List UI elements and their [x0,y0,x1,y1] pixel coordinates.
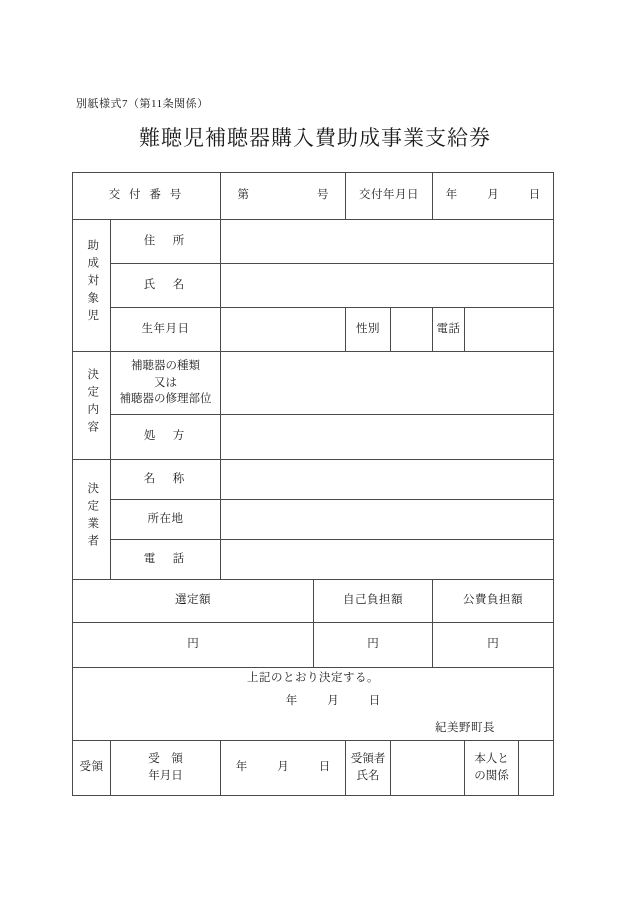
receipt-date-value-cell[interactable] [221,741,346,796]
vendor-address-label-cell [111,500,221,540]
child-name-value[interactable] [221,264,554,308]
device-type-label-line3: 補聴器の修理部位 [119,393,212,406]
receiver-name-label-cell [346,741,391,796]
table-row-vendor-address [73,500,554,540]
child-gender-label: 性別 [356,322,380,335]
prescription-label: 処 方 [143,430,188,443]
decision-statement-cell [73,668,554,741]
receiver-name-label-line1: 受領者 [350,752,386,765]
receipt-label: 受領 [79,761,104,774]
vendor-section-side-label-cell [73,460,111,580]
issue-number-label-cell [73,173,221,220]
child-address-label-cell [111,220,221,264]
issue-date-value-cell[interactable] [433,173,554,220]
table-row-amount-values [73,623,554,668]
vendor-section-side-label: 決定業者 [86,481,99,552]
device-type-label-line2: 又は [154,376,177,389]
relation-label-line2: の関係 [474,770,509,782]
receiver-name-label-line2: 氏名 [356,770,380,782]
receiver-name-value[interactable] [391,741,465,796]
issue-date-label-cell [346,173,433,220]
vendor-name-value[interactable] [221,460,554,500]
decision-statement-date[interactable]: 年 月 日 [285,694,381,707]
child-section-side-label-cell [73,220,111,352]
vendor-phone-label-cell [111,540,221,580]
child-address-value[interactable] [221,220,554,264]
issue-number-prefix: 第 号 [237,189,329,202]
receipt-date-ymd: 年 月 日 [235,761,331,774]
decision-content-side-label-cell [73,352,111,460]
vendor-name-label: 名 称 [143,472,188,485]
table-row-decision-statement [73,668,554,741]
child-birth-label: 生年月日 [141,322,190,335]
selected-amount-label: 選定額 [175,594,211,607]
child-section-side-label: 助成対象児 [86,238,99,327]
issue-number-value-cell[interactable] [221,173,346,220]
public-pay-amount-label-cell [433,580,554,623]
self-pay-amount-label-cell [314,580,433,623]
issue-date-label: 交付年月日 [359,189,419,202]
decision-content-side-label: 決定内容 [86,367,99,438]
decision-statement-text: 上記のとおり決定する。 [247,672,379,685]
receipt-label-cell [73,741,111,796]
vendor-phone-label: 電 話 [143,552,188,565]
child-phone-label: 電話 [436,322,461,335]
prescription-value[interactable] [221,415,554,460]
table-row-prescription [73,415,554,460]
table-row-child-birth [73,308,554,352]
vendor-phone-value[interactable] [221,540,554,580]
self-pay-amount-label: 自己負担額 [343,594,403,607]
device-type-label-line1: 補聴器の種類 [131,359,200,372]
child-gender-label-cell [346,308,391,352]
page-title: 難聴児補聴器購入費助成事業支給券 [139,126,491,150]
decision-signer: 紀美野町長 [435,722,496,735]
public-pay-amount-value-cell[interactable] [433,623,554,668]
relation-label-line1: 本人と [474,752,509,765]
public-pay-amount-label: 公費負担額 [463,594,523,607]
relation-label-cell [465,741,519,796]
device-type-label-cell [111,352,221,415]
vendor-name-label-cell [111,460,221,500]
child-birth-value[interactable] [221,308,346,352]
table-row-child-name [73,264,554,308]
form-number: 別紙様式7（第11条関係） [76,98,209,110]
device-type-value[interactable] [221,352,554,415]
selected-amount-label-cell [73,580,314,623]
table-row-vendor-phone [73,540,554,580]
receipt-date-label-line2: 年月日 [148,770,183,782]
issue-date-ymd: 年 月 日 [445,189,541,202]
receipt-date-label-cell [111,741,221,796]
table-row-amount-headers [73,580,554,623]
vendor-address-label: 所在地 [147,512,184,525]
self-pay-amount-value-cell[interactable] [314,623,433,668]
child-phone-label-cell [433,308,465,352]
child-gender-value[interactable] [391,308,433,352]
relation-value[interactable] [519,741,554,796]
selected-amount-unit: 円 [187,638,199,651]
subsidy-voucher-table [72,172,554,796]
table-row-issue [73,173,554,220]
selected-amount-value-cell[interactable] [73,623,314,668]
receipt-date-label-line1: 受 領 [148,752,183,765]
public-pay-amount-unit: 円 [487,638,499,651]
table-row-child-address [73,220,554,264]
child-name-label-cell [111,264,221,308]
table-row-receipt [73,741,554,796]
issue-number-label: 交 付 番 号 [108,189,185,202]
child-name-label: 氏 名 [143,278,188,291]
vendor-address-value[interactable] [221,500,554,540]
table-row-vendor-name [73,460,554,500]
self-pay-amount-unit: 円 [367,638,379,651]
child-birth-label-cell [111,308,221,352]
child-address-label: 住 所 [143,234,188,247]
table-row-device-type [73,352,554,415]
child-phone-value[interactable] [465,308,554,352]
prescription-label-cell [111,415,221,460]
